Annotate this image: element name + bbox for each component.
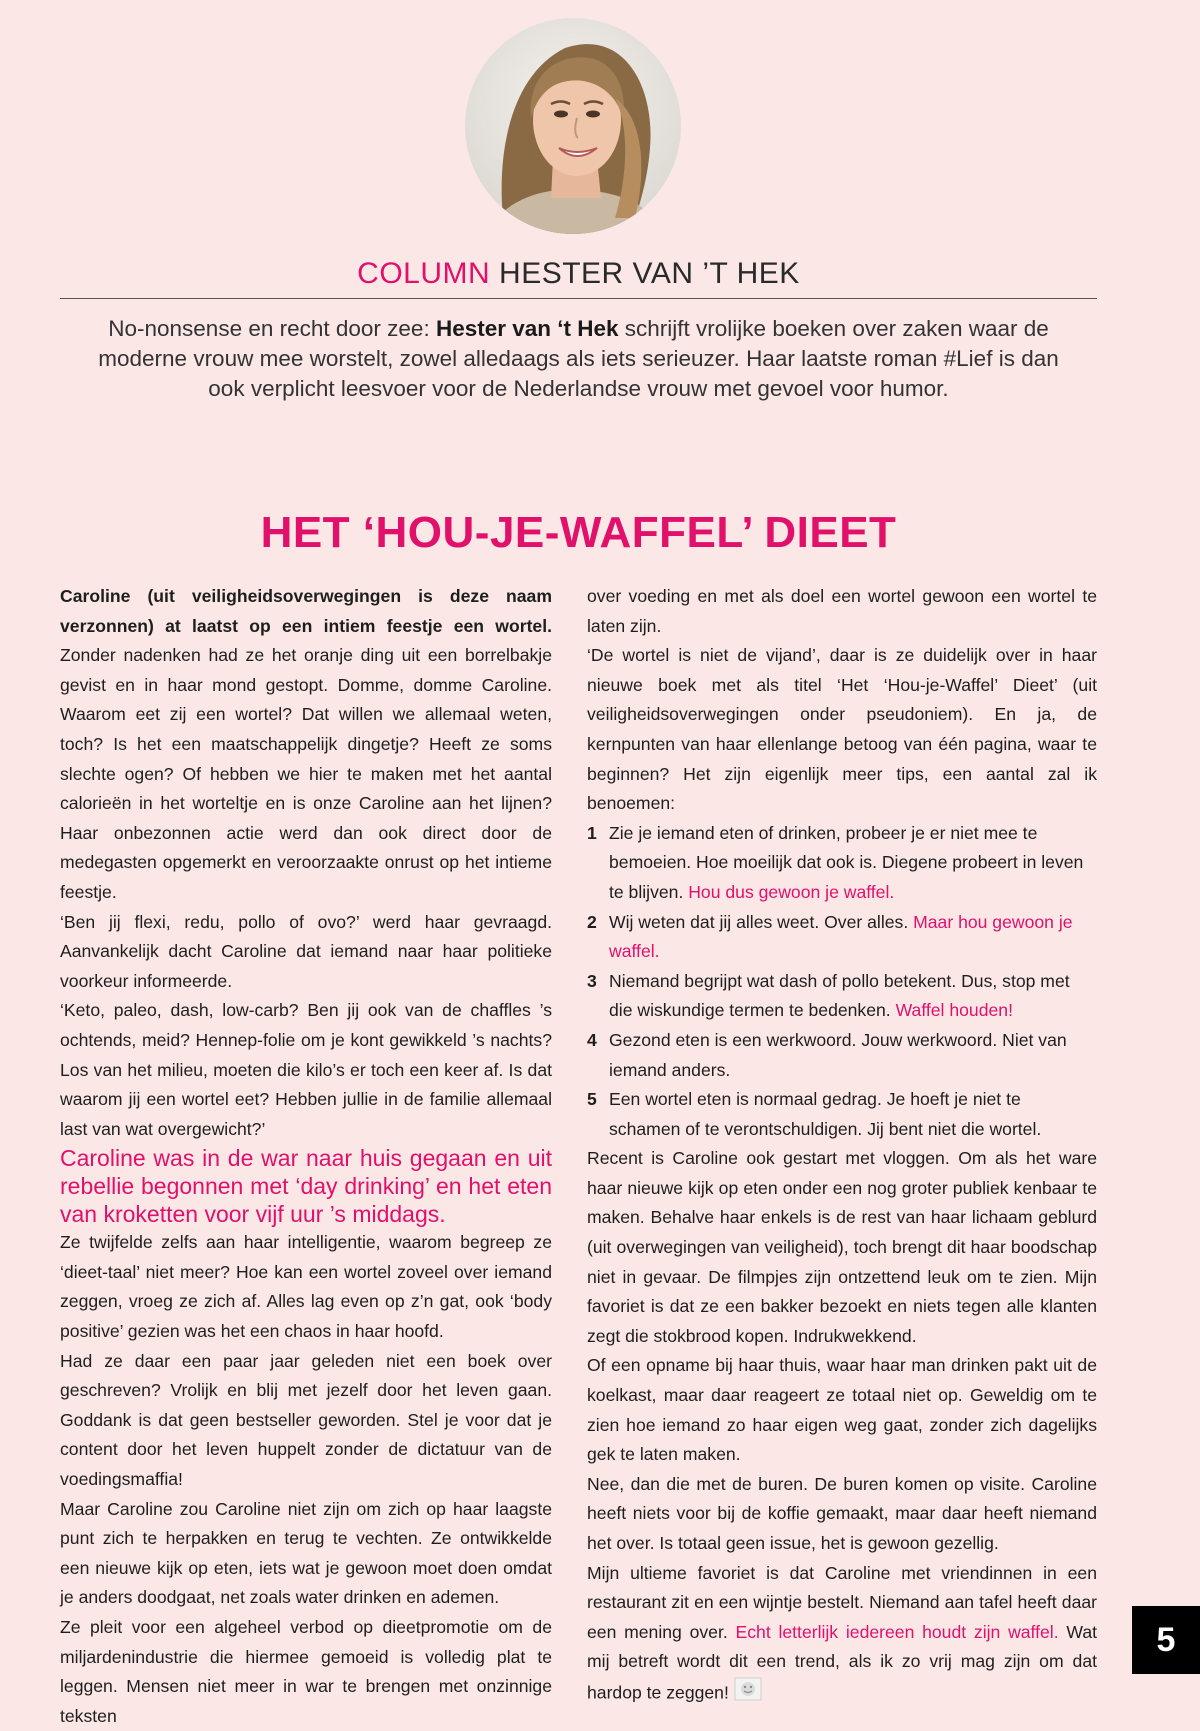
paragraph: Ze pleit voor een algeheel verbod op dieetpromotie om de miljardenindustrie die hiermee gemoeid is volledig plat te leggen. Mensen niet meer in war te brengen met onzinnige teksten	[60, 1617, 552, 1726]
paragraph: Maar Caroline zou Caroline niet zijn om zich op haar laagste punt zich te herpakken en terug te vechten. Ze ontwikkelde een nieuwe kijk op eten, iets wat je gewoon moet doen omdat je anders doodgaat, net zoals water drinken en ademen.	[60, 1498, 552, 1608]
tip-number: 1	[587, 822, 597, 843]
lede-paragraph: Caroline (uit veiligheidsoverwegingen is deze naam verzonnen) at laatst op een intiem feestje een wortel. Zonder nadenken had ze het oranje ding uit een borrelbakje gevist en in haar mond gestopt. Domme, domme Caroline. Waarom eet zij een wortel? Dat willen we allemaal weten, toch? Is het een maatschappelijk dingetje? Heeft ze soms slechte ogen? Of hebben we hier te maken met het aantal calorieën in het worteltje en is onze Caroline aan het lijnen? Haar onbezonnen actie werd dan ook direct door de medegasten opgemerkt en veroorzaakte onrust op het intieme feestje.	[60, 586, 552, 902]
end-mark-icon	[734, 1677, 762, 1711]
tip-number: 4	[587, 1029, 597, 1050]
author-portrait	[465, 18, 681, 234]
column-heading	[60, 256, 1097, 292]
paragraph: Nee, dan die met de buren. De buren komen op visite. Caroline heeft niets voor bij de koffie gemaakt, maar daar heeft niemand het over. Is totaal geen issue, het is gewoon gezellig.	[587, 1473, 1097, 1553]
paragraph: Had ze daar een paar jaar geleden niet een boek over geschreven? Vrolijk en blij met jezelf door het leven gaan. Goddank is dat geen bestseller geworden. Stel je voor dat je content door het leven huppelt zonder de dictatuur van de voedingsmaffia!	[60, 1350, 552, 1490]
column-label: COLUMN	[357, 257, 491, 290]
tip-number: 5	[587, 1089, 597, 1110]
paragraph: ‘De wortel is niet de vijand’, daar is ze duidelijk over in haar nieuwe boek met als titel ‘Het ‘Hou-je-Waffel’ Dieet’ (uit veiligheidsoverwegingen onder pseudoniem). En ja, de kernpunten van haar ellenlange betoog van één pagina, waar te beginnen? Het zijn eigenlijk meer tips, een aantal zal ik benoemen:	[587, 645, 1097, 814]
tip-item: 4 Gezond eten is een werkwoord. Jouw werkwoord. Niet van iemand anders.	[587, 1026, 1097, 1085]
intro-author-name: Hester van ‘t Hek	[435, 316, 619, 341]
pull-quote: Caroline was in de war naar huis gegaan en uit rebellie begonnen met ‘day drinking’ en het eten van kroketten voor vijf uur ’s middags.	[60, 1145, 552, 1228]
heading-divider	[60, 298, 1097, 299]
intro-text: No-nonsense en recht door zee: Hester van ‘t Hek schrijft vrolijke boeken over zaken waar de moderne vrouw mee worstelt, zowel alledaags als iets serieuzer. Haar laatste roman #Lief is dan ook verplicht leesvoer voor de Nederlandse vrouw met gevoel voor humor.	[98, 316, 1059, 401]
paragraph: over voeding en met als doel een wortel gewoon een wortel te laten zijn.	[587, 586, 1097, 636]
tip-item: 2 Wij weten dat jij alles weet. Over alles. Maar hou gewoon je waffel.	[587, 908, 1097, 967]
left-column	[60, 582, 552, 1731]
tip-item: 3 Niemand begrijpt wat dash of pollo betekent. Dus, stop met die wiskundige termen te bedenken. Waffel houden!	[587, 967, 1097, 1026]
tip-item: 1 Zie je iemand eten of drinken, probeer je er niet mee te bemoeien. Hoe moeilijk dat ook is. Diegene probeert in leven te blijven. Hou dus gewoon je waffel.	[587, 819, 1097, 908]
paragraph: Ze twijfelde zelfs aan haar intelligentie, waarom begreep ze ‘dieet-taal’ niet meer? Hoe kan een wortel zoveel over iemand zeggen, vroeg ze zich af. Alles lag even op z’n gat, ook ‘body positive’ gezien was het een chaos in haar hoofd.	[60, 1232, 552, 1342]
paragraph: Of een opname bij haar thuis, waar haar man drinken pakt uit de koelkast, maar daar reageert ze totaal niet op. Geweldig om te zien hoe iemand zo haar eigen weg gaat, zonder zich dagelijks gek te laten maken.	[587, 1355, 1097, 1465]
tip-item: 5 Een wortel eten is normaal gedrag. Je hoeft je niet te schamen of te verontschuldigen. Jij bent niet die wortel.	[587, 1085, 1097, 1144]
tip-number: 3	[587, 970, 597, 991]
right-column	[587, 582, 1097, 1711]
article-title: HET ‘HOU-JE-WAFFEL’ DIEET	[260, 508, 897, 557]
page-number: 5	[1132, 1606, 1200, 1674]
paragraph: ‘Ben jij flexi, redu, pollo of ovo?’ werd haar gevraagd. Aanvankelijk dacht Caroline dat iemand naar haar politieke voorkeur informeerde.	[60, 911, 552, 991]
paragraph: ‘Keto, paleo, dash, low-carb? Ben jij ook van de chaffles ’s ochtends, meid? Hennep-folie om je kont gewikkeld ’s nachts? Los van het milieu, moeten die kilo’s er toch een keer af. Is dat waarom jij een wortel eet? Hebben jullie in de familie allemaal last van wat overgewicht?’	[60, 1000, 552, 1139]
tip-number: 2	[587, 911, 597, 932]
column-author: HESTER VAN ’T HEK	[499, 257, 800, 290]
closing-paragraph: Mijn ultieme favoriet is dat Caroline met vriendinnen in een restaurant zit en een wijntje bestelt. Niemand aan tafel heeft daar een mening over. Echt letterlijk iedereen houdt zijn waffel. Wat mij betreft wordt dit een trend, als ik zo vrij mag zijn om dat hardop te zeggen!	[587, 1559, 1097, 1711]
paragraph: Recent is Caroline ook gestart met vloggen. Om als het ware haar nieuwe kijk op eten onder een nog groter publiek kenbaar te maken. Behalve haar enkels is de rest van haar lichaam geblurd (uit overwegingen van veiligheid), toch brengt dit haar boodschap niet in gevaar. De filmpjes zijn ontzettend leuk om te zien. Mijn favoriet is dat ze een bakker bezoekt en niets tegen alle klanten zegt die stokbrood kopen. Indrukwekkend.	[587, 1148, 1097, 1346]
